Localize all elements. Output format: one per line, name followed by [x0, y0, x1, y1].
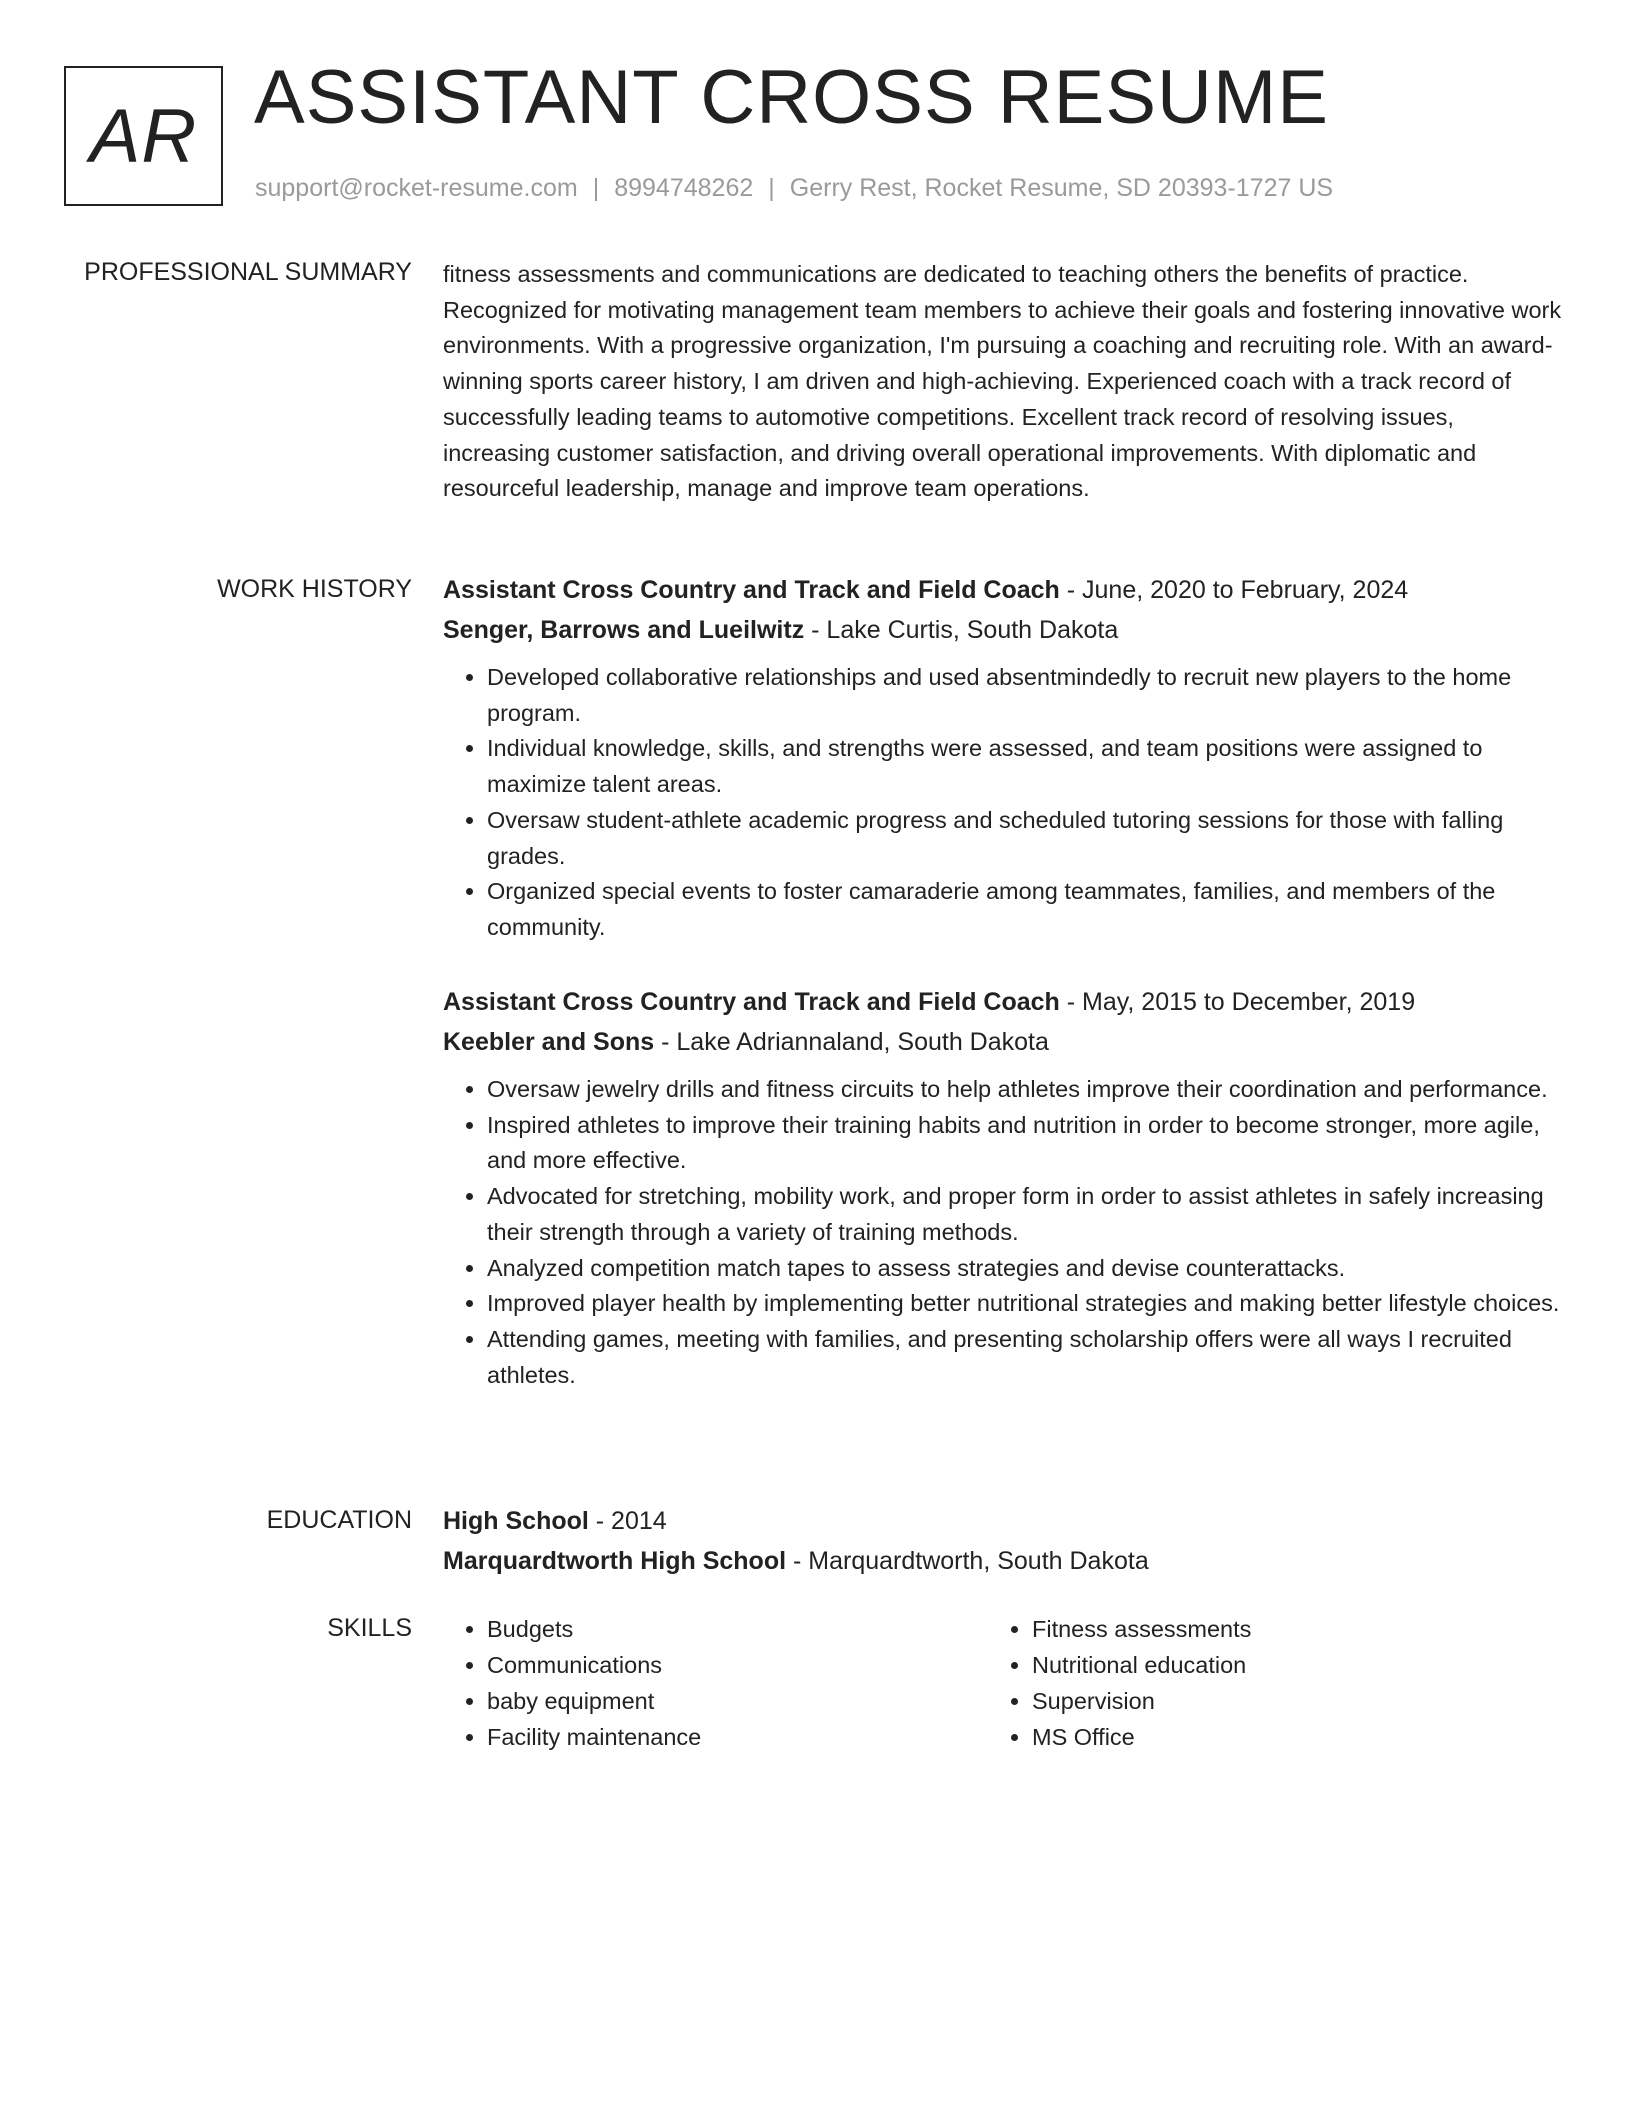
company-location: - Lake Adriannaland, South Dakota: [654, 1028, 1049, 1056]
job-entry: [443, 982, 1565, 1393]
job-bullet: • Inspired athletes to improve their training habits and nutrition in order to become stronger, more agile, and more effective.: [487, 1108, 1565, 1179]
work-history-section: [443, 570, 1565, 946]
job-title: Assistant Cross Country and Track and Field Coach: [443, 988, 1060, 1016]
section-label-skills: SKILLS: [327, 1614, 412, 1642]
job-bullet: • Organized special events to foster camaraderie among teammates, families, and members of the community.: [487, 874, 1565, 945]
skill-item: • Nutritional education: [1032, 1647, 1533, 1683]
contact-address: Gerry Rest, Rocket Resume, SD 20393-1727 US: [789, 174, 1334, 202]
job-bullet: • Individual knowledge, skills, and strengths were assessed, and team positions were assigned to maximize talent areas.: [487, 731, 1565, 802]
contact-separator: |: [592, 174, 600, 202]
monogram-box: [64, 66, 223, 206]
job-dates: - May, 2015 to December, 2019: [1059, 988, 1416, 1016]
job-title-line: [443, 982, 1565, 1022]
company-name: Senger, Barrows and Lueilwitz: [443, 616, 805, 644]
graduation-year: - 2014: [588, 1507, 667, 1535]
company-name: Keebler and Sons: [443, 1028, 655, 1056]
skill-item: • Fitness assessments: [1032, 1611, 1533, 1647]
monogram-initials: AR: [89, 93, 198, 179]
job-bullet: • Attending games, meeting with families, and presenting scholarship offers were all ways I recruited athletes.: [487, 1322, 1565, 1393]
job-bullet: • Analyzed competition match tapes to assess strategies and devise counterattacks.: [487, 1251, 1565, 1287]
company-line: [443, 610, 1565, 650]
job-bullet: • Advocated for stretching, mobility work, and proper form in order to assist athletes in safely increasing their strength through a variety of training methods.: [487, 1179, 1565, 1250]
skills-section: [443, 1611, 1565, 1755]
school-location: - Marquardtworth, South Dakota: [786, 1547, 1149, 1575]
degree-name: High School: [443, 1507, 589, 1535]
school-line: [443, 1541, 1565, 1581]
summary-text: fitness assessments and communications are dedicated to teaching others the benefits of practice. Recognized for motivating management team members to achieve their goals and fostering innovative work environments. With a progressive organization, I'm pursuing a coaching and recruiting role. With an award-winning sports career history, I am driven and high-achieving. Experienced coach with a track record of successfully leading teams to automotive competitions. Excellent track record of resolving issues, increasing customer satisfaction, and driving overall operational improvements. With diplomatic and resourceful leadership, manage and improve team operations.: [443, 261, 1562, 502]
job-bullets: [443, 1072, 1565, 1393]
skill-item: • baby equipment: [487, 1683, 988, 1719]
company-location: - Lake Curtis, South Dakota: [804, 616, 1119, 644]
work-history-section-2: [443, 982, 1565, 1393]
contact-line: [255, 174, 1333, 203]
section-label-education: EDUCATION: [266, 1506, 412, 1534]
job-bullet: • Developed collaborative relationships and used absentmindedly to recruit new players to the home program.: [487, 660, 1565, 731]
skill-item: • Communications: [487, 1647, 988, 1683]
job-bullet: • Improved player health by implementing better nutritional strategies and making better lifestyle choices.: [487, 1286, 1565, 1322]
section-label-work-history: WORK HISTORY: [217, 575, 412, 603]
skill-item: • Facility maintenance: [487, 1719, 988, 1755]
job-bullets: [443, 660, 1565, 946]
skill-item: • Supervision: [1032, 1683, 1533, 1719]
education-section: [443, 1501, 1565, 1581]
skills-list-left: [443, 1611, 988, 1755]
resume-name: ASSISTANT CROSS RESUME: [254, 55, 1329, 140]
job-entry: [443, 570, 1565, 946]
degree-line: [443, 1501, 1565, 1541]
contact-email[interactable]: support@rocket-resume.com: [255, 174, 578, 202]
skill-item: • MS Office: [1032, 1719, 1533, 1755]
company-line: [443, 1022, 1565, 1062]
skills-list-right: [988, 1611, 1533, 1755]
school-name: Marquardtworth High School: [443, 1547, 787, 1575]
section-label-summary: PROFESSIONAL SUMMARY: [84, 258, 412, 286]
skills-grid: [443, 1611, 1565, 1755]
skill-item: • Budgets: [487, 1611, 988, 1647]
job-title: Assistant Cross Country and Track and Field Coach: [443, 576, 1060, 604]
contact-phone[interactable]: 8994748262: [614, 174, 754, 202]
job-bullet: • Oversaw student-athlete academic progress and scheduled tutoring sessions for those with falling grades.: [487, 803, 1565, 874]
contact-separator: |: [768, 174, 775, 202]
job-bullet: • Oversaw jewelry drills and fitness circuits to help athletes improve their coordination and performance.: [487, 1072, 1565, 1108]
job-title-line: [443, 570, 1565, 610]
job-dates: - June, 2020 to February, 2024: [1059, 576, 1409, 604]
